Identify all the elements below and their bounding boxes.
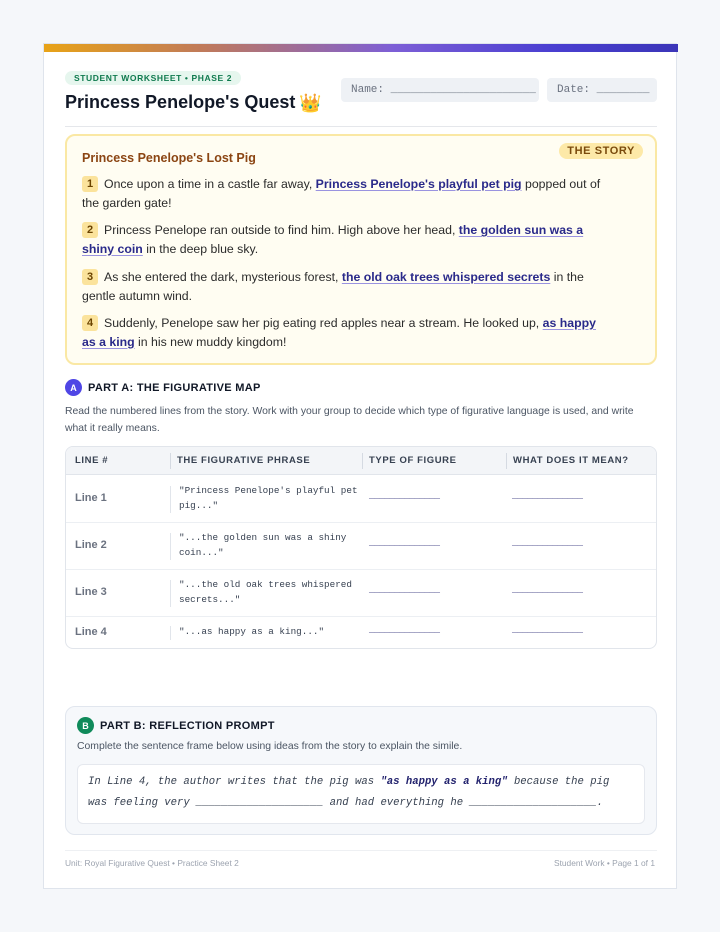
table-row xyxy=(66,476,656,523)
line-label: Line 3 xyxy=(75,586,107,598)
phrase-cell: "...the old oak trees whispered secrets..." xyxy=(179,579,352,605)
line-label: Line 1 xyxy=(75,492,107,504)
column-header-meaning: WHAT DOES IT MEAN? xyxy=(513,455,629,466)
table-row xyxy=(66,617,656,649)
meaning-answer-blank[interactable]: ______________ xyxy=(512,585,583,596)
part-b-title: PART B: REFLECTION PROMPT xyxy=(100,719,275,732)
story-tag: THE STORY xyxy=(559,143,643,159)
story-line-4 xyxy=(82,314,607,351)
figurative-map-table xyxy=(65,446,657,649)
story-text: Suddenly, Penelope saw her pig eating red apples near a stream. He looked up, xyxy=(104,316,543,330)
type-answer-blank[interactable]: ______________ xyxy=(369,491,440,502)
part-b-header xyxy=(77,717,275,734)
table-header xyxy=(66,447,656,475)
phrase-cell: "Princess Penelope's playful pet pig..." xyxy=(179,485,358,511)
phrase-cell: "...the golden sun was a shiny coin..." xyxy=(179,532,347,558)
footer-page: Student Work • Page 1 of 1 xyxy=(553,858,655,868)
answer-blank-1[interactable]: ____________________ xyxy=(196,797,324,809)
part-b-badge: B xyxy=(77,717,94,734)
story-title: Princess Penelope's Lost Pig xyxy=(82,151,256,165)
column-divider xyxy=(362,453,363,469)
column-header-phrase: THE FIGURATIVE PHRASE xyxy=(177,455,311,466)
crown-icon: 👑 xyxy=(299,93,322,113)
column-header-line: LINE # xyxy=(75,455,109,466)
line-number-badge: 3 xyxy=(82,269,98,285)
story-line-1 xyxy=(82,175,607,212)
header-divider xyxy=(65,126,657,127)
answer-blank-2[interactable]: ____________________ xyxy=(469,797,597,809)
type-answer-blank[interactable]: ______________ xyxy=(369,625,440,636)
date-field[interactable]: Date: ________ xyxy=(547,78,657,102)
story-text: Once upon a time in a castle far away, xyxy=(104,177,316,191)
simile-quote: "as happy as a king" xyxy=(380,776,508,788)
cell-divider xyxy=(170,533,171,560)
line-label: Line 4 xyxy=(75,626,107,638)
story-line-2 xyxy=(82,221,607,258)
part-b-instructions: Complete the sentence frame below using ideas from the story to explain the simile. xyxy=(77,741,463,752)
figurative-phrase: the old oak trees whispered secrets xyxy=(341,270,551,284)
cell-divider xyxy=(170,626,171,640)
frame-text: In Line 4, the author writes that the pig was xyxy=(88,776,381,788)
column-divider xyxy=(170,453,171,469)
part-a-instructions: Read the numbered lines from the story. Work with your group to decide which type of figurative language is used, and write what it really means. xyxy=(65,406,634,434)
part-b-box xyxy=(65,706,657,835)
phrase-cell: "...as happy as a king..." xyxy=(179,626,325,637)
table-row xyxy=(66,570,656,617)
figurative-phrase: the golden sun was a shiny coin xyxy=(82,223,584,256)
story-text: in the deep blue sky. xyxy=(142,241,259,256)
worksheet-page xyxy=(43,43,677,889)
story-text: Princess Penelope ran outside to find him. High above her head, xyxy=(104,223,459,237)
footer-unit: Unit: Royal Figurative Quest • Practice Sheet 2 xyxy=(65,858,239,868)
story-text: in his new muddy kingdom! xyxy=(134,334,287,349)
figurative-phrase: as happy as a king xyxy=(82,316,596,349)
meaning-answer-blank[interactable]: ______________ xyxy=(512,538,583,549)
cell-divider xyxy=(170,580,171,607)
column-header-type: TYPE OF FIGURE xyxy=(369,455,457,466)
line-label: Line 2 xyxy=(75,539,107,551)
footer-divider xyxy=(65,850,657,851)
name-field[interactable]: Name: ______________________ xyxy=(341,78,539,102)
sentence-frame xyxy=(77,764,645,824)
line-number-badge: 1 xyxy=(82,176,98,192)
story-line-3 xyxy=(82,268,607,305)
story-box xyxy=(65,134,657,365)
story-text: popped out of the garden gate! xyxy=(82,177,601,210)
part-a-badge: A xyxy=(65,379,82,396)
top-accent-bar xyxy=(44,44,678,52)
cell-divider xyxy=(170,486,171,513)
frame-text: and had everything he xyxy=(323,797,470,809)
story-text: in the gentle autumn wind. xyxy=(82,270,584,303)
meaning-answer-blank[interactable]: ______________ xyxy=(512,491,583,502)
figurative-phrase: Princess Penelope's playful pet pig xyxy=(315,177,522,191)
frame-text: . xyxy=(596,797,603,809)
meaning-answer-blank[interactable]: ______________ xyxy=(512,625,583,636)
phase-badge: STUDENT WORKSHEET • PHASE 2 xyxy=(65,71,241,85)
line-number-badge: 4 xyxy=(82,315,98,331)
story-text: As she entered the dark, mysterious forest, xyxy=(104,270,342,284)
type-answer-blank[interactable]: ______________ xyxy=(369,538,440,549)
part-a-header xyxy=(65,379,261,396)
frame-text: because the pig was feeling very xyxy=(88,776,610,809)
column-divider xyxy=(506,453,507,469)
part-a-title: PART A: THE FIGURATIVE MAP xyxy=(88,381,261,394)
line-number-badge: 2 xyxy=(82,222,98,238)
page-title-text: Princess Penelope's Quest xyxy=(65,92,296,112)
page-title xyxy=(65,92,322,114)
table-row xyxy=(66,523,656,570)
type-answer-blank[interactable]: ______________ xyxy=(369,585,440,596)
